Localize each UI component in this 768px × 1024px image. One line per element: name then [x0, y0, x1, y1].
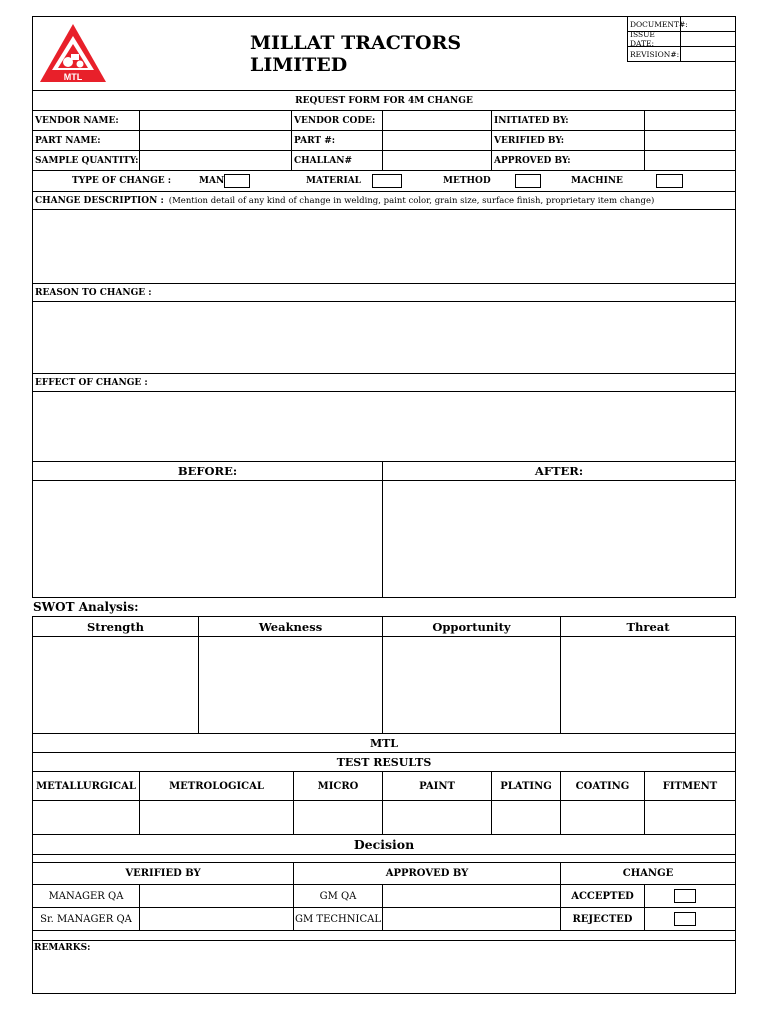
decision-verified-header: VERIFIED BY: [32, 862, 294, 885]
change-type-label: TYPE OF CHANGE :: [72, 176, 172, 186]
revision-label: REVISION#:: [627, 46, 681, 62]
material-label: MATERIAL: [306, 176, 362, 186]
initiated-by-field[interactable]: [644, 110, 736, 131]
vendor-code-label: VENDOR CODE:: [291, 110, 383, 131]
test-paint-header: PAINT: [382, 771, 492, 801]
gm-technical-field[interactable]: [382, 907, 561, 931]
decision-change-header: CHANGE: [560, 862, 736, 885]
man-label: MAN: [199, 176, 225, 186]
part-name-label: PART NAME:: [32, 130, 140, 151]
change-description-header: [32, 191, 736, 210]
test-metrological-header: METROLOGICAL: [139, 771, 294, 801]
machine-label: MACHINE: [571, 176, 623, 186]
revision-value[interactable]: [680, 46, 736, 62]
initiated-by-label: INITIATED BY:: [491, 110, 645, 131]
test-coating-header: COATING: [560, 771, 645, 801]
material-checkbox[interactable]: [372, 174, 402, 188]
change-description-label: CHANGE DESCRIPTION :: [35, 195, 164, 206]
man-checkbox[interactable]: [224, 174, 250, 188]
test-metallurgical-header: METALLURGICAL: [32, 771, 140, 801]
mtl-header: MTL: [32, 733, 736, 753]
swot-threat-header: Threat: [560, 616, 736, 637]
after-field[interactable]: [382, 480, 736, 598]
test-results-header: TEST RESULTS: [32, 752, 736, 772]
challan-label: CHALLAN#: [291, 150, 383, 171]
challan-field[interactable]: [382, 150, 492, 171]
accepted-checkbox[interactable]: [674, 889, 696, 903]
swot-title: SWOT Analysis:: [33, 600, 139, 614]
part-name-field[interactable]: [139, 130, 292, 151]
sample-qty-field[interactable]: [139, 150, 292, 171]
logo-text: MTL: [63, 72, 83, 82]
sr-manager-qa-label: Sr. MANAGER QA: [32, 907, 140, 931]
company-logo: [38, 22, 108, 86]
vendor-name-field[interactable]: [139, 110, 292, 131]
test-plating-header: PLATING: [491, 771, 561, 801]
document-value[interactable]: [680, 16, 736, 32]
test-metallurgical-field[interactable]: [32, 800, 140, 835]
issue-date-value[interactable]: [680, 31, 736, 47]
change-description-note: (Mention detail of any kind of change in welding, paint color, grain size, surface finish, proprietary item change): [168, 195, 655, 206]
rejected-checkbox[interactable]: [674, 912, 696, 926]
effect-field[interactable]: [32, 391, 736, 462]
manager-qa-label: MANAGER QA: [32, 884, 140, 908]
accepted-label: ACCEPTED: [560, 884, 645, 908]
test-fitment-header: FITMENT: [644, 771, 736, 801]
verified-by-field[interactable]: [644, 130, 736, 151]
machine-checkbox[interactable]: [656, 174, 683, 188]
swot-opportunity-header: Opportunity: [382, 616, 561, 637]
vendor-name-label: VENDOR NAME:: [32, 110, 140, 131]
document-label: DOCUMENT#:: [627, 16, 681, 32]
test-micro-field[interactable]: [293, 800, 383, 835]
swot-strength-field[interactable]: [32, 636, 199, 734]
test-fitment-field[interactable]: [644, 800, 736, 835]
sample-qty-label: SAMPLE QUANTITY:: [32, 150, 140, 171]
swot-opportunity-field[interactable]: [382, 636, 561, 734]
gm-qa-field[interactable]: [382, 884, 561, 908]
reason-field[interactable]: [32, 301, 736, 374]
test-paint-field[interactable]: [382, 800, 492, 835]
decision-header: Decision: [32, 834, 736, 855]
rejected-label: REJECTED: [560, 907, 645, 931]
swot-weakness-field[interactable]: [198, 636, 383, 734]
swot-weakness-header: Weakness: [198, 616, 383, 637]
method-label: METHOD: [443, 176, 491, 186]
remarks-label: REMARKS:: [34, 943, 91, 953]
effect-label: EFFECT OF CHANGE :: [32, 373, 736, 392]
vendor-code-field[interactable]: [382, 110, 492, 131]
method-checkbox[interactable]: [515, 174, 541, 188]
test-coating-field[interactable]: [560, 800, 645, 835]
part-no-label: PART #:: [291, 130, 383, 151]
swot-threat-field[interactable]: [560, 636, 736, 734]
issue-date-label: ISSUE DATE:: [627, 31, 681, 47]
sr-manager-qa-field[interactable]: [139, 907, 294, 931]
test-plating-field[interactable]: [491, 800, 561, 835]
remarks-field[interactable]: [32, 940, 736, 994]
swot-strength-header: Strength: [32, 616, 199, 637]
test-micro-header: MICRO: [293, 771, 383, 801]
gm-technical-label: GM TECHNICAL: [293, 907, 383, 931]
decision-approved-header: APPROVED BY: [293, 862, 561, 885]
reason-label: REASON TO CHANGE :: [32, 283, 736, 302]
before-header: BEFORE:: [32, 461, 383, 481]
gm-qa-label: GM QA: [293, 884, 383, 908]
change-description-field[interactable]: [32, 209, 736, 284]
manager-qa-field[interactable]: [139, 884, 294, 908]
after-header: AFTER:: [382, 461, 736, 481]
form-title: REQUEST FORM FOR 4M CHANGE: [32, 90, 736, 111]
part-no-field[interactable]: [382, 130, 492, 151]
approved-by-field[interactable]: [644, 150, 736, 171]
company-title: MILLAT TRACTORS LIMITED: [250, 32, 462, 76]
test-metrological-field[interactable]: [139, 800, 294, 835]
before-field[interactable]: [32, 480, 383, 598]
approved-by-label: APPROVED BY:: [491, 150, 645, 171]
verified-by-label: VERIFIED BY:: [491, 130, 645, 151]
